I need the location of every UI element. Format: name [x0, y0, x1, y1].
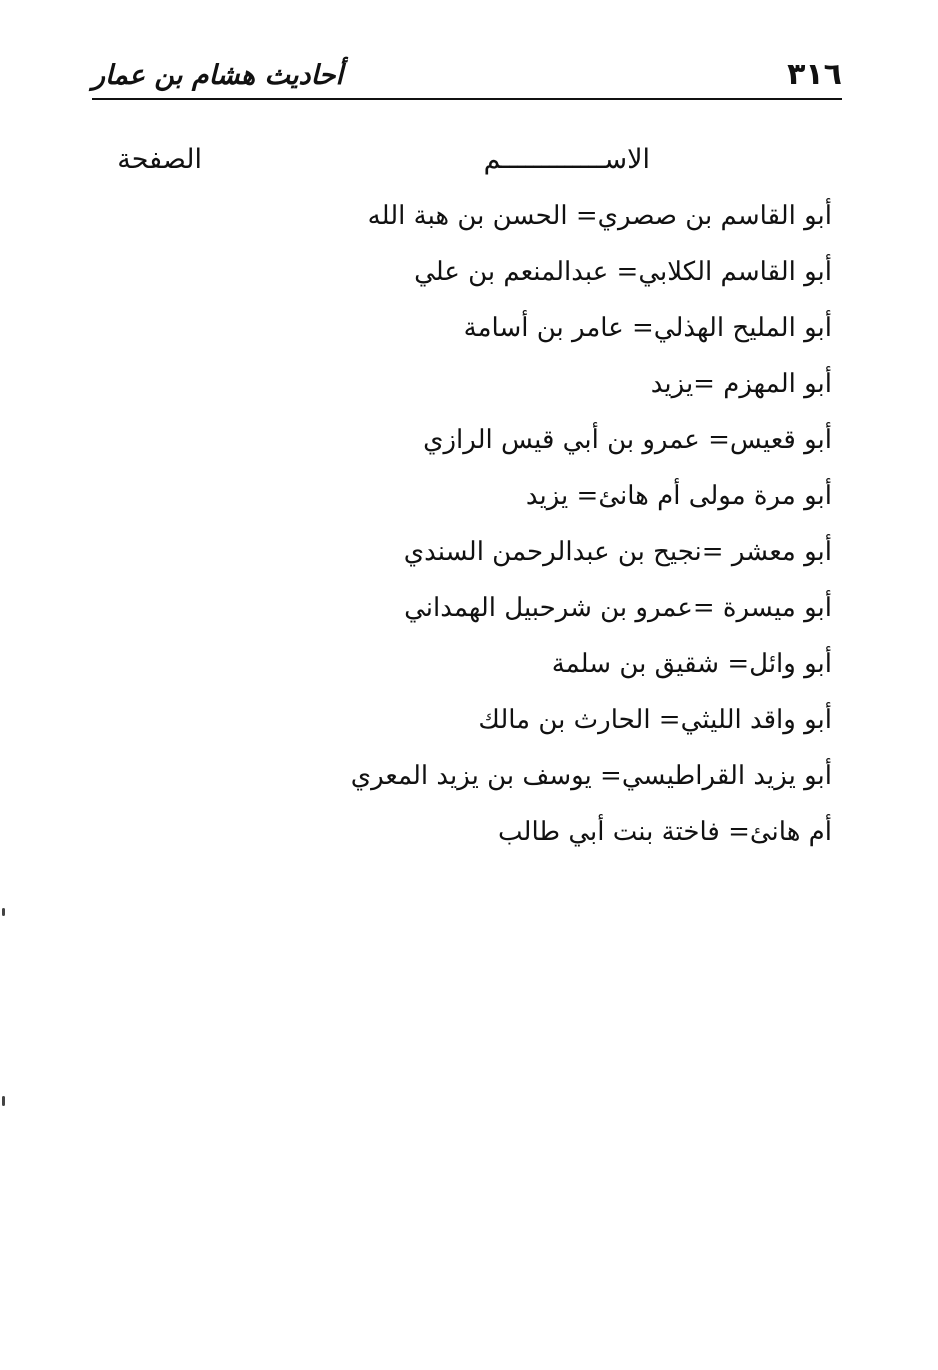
page-header: [92, 56, 842, 96]
index-entry-list: [292, 196, 832, 868]
page-number: ٣١٦: [787, 57, 842, 92]
index-entry: أبو القاسم الكلابي= عبدالمنعم بن علي: [414, 257, 832, 287]
index-entry: أبو وائل= شقيق بن سلمة: [551, 649, 832, 679]
index-entry: أم هانئ= فاختة بنت أبي طالب: [498, 817, 832, 847]
column-heading-page: الصفحة: [117, 144, 202, 175]
index-entry: أبو ميسرة =عمرو بن شرحبيل الهمداني: [404, 593, 832, 623]
index-entry: أبو المليح الهذلي= عامر بن أسامة: [463, 313, 832, 343]
index-entry: أبو المهزم =يزيد: [650, 369, 832, 399]
index-entry: أبو قعيس= عمرو بن أبي قيس الرازي: [423, 425, 832, 455]
index-entry: أبو يزيد القراطيسي= يوسف بن يزيد المعري: [350, 761, 832, 791]
header-rule: [92, 98, 842, 100]
index-entry: أبو مرة مولى أم هانئ= يزيد: [525, 481, 832, 511]
index-entry: أبو معشر =نجيح بن عبدالرحمن السندي: [403, 537, 832, 567]
index-entry: أبو واقد الليثي= الحارث بن مالك: [478, 705, 832, 735]
running-title: أحاديث هشام بن عمار: [92, 60, 343, 91]
index-entry: أبو القاسم بن صصري= الحسن بن هبة الله: [367, 201, 832, 231]
scan-mark: [2, 908, 5, 916]
scan-mark: [2, 1096, 5, 1106]
column-heading-name: الاســـــــــــــم: [483, 144, 650, 175]
